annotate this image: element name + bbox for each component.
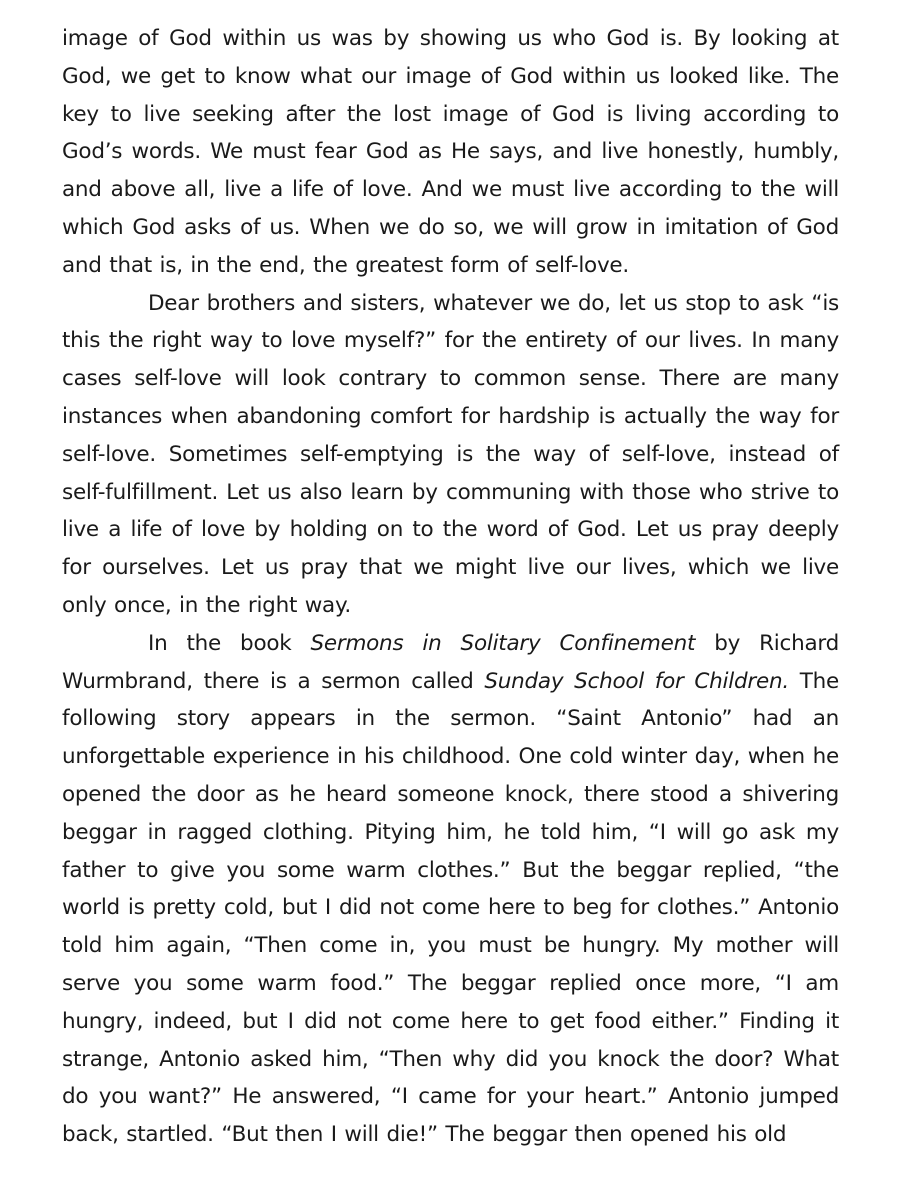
- paragraph-2: [62, 285, 839, 625]
- sermon-title: Sunday School for Children.: [484, 668, 789, 694]
- paragraph-3-text-2: by Richard Wurmbrand, there is a sermon called: [62, 630, 839, 694]
- document-page: [62, 20, 839, 1154]
- paragraph-3: [62, 625, 839, 1154]
- paragraph-2-text: Dear brothers and sisters, whatever we do, let us stop to ask “is this the right way to love myself?” for the entirety of our lives. In many cases self-love will look contrary to common sense. There are many instances when abandoning comfort for hardship is actually the way for self-love. Sometimes self-emptying is the way of self-love, instead of self-fulfillment. Let us also learn by communing with those who strive to live a life of love by holding on to the word of God. Let us pray deeply for ourselves. Let us pray that we might live our lives, which we live only once, in the right way.: [62, 290, 839, 618]
- paragraph-1: [62, 20, 839, 285]
- paragraph-3-text-3: The following story appears in the sermon. “Saint Antonio” had an unforgettable experience in his childhood. One cold winter day, when he opened the door as he heard someone knock, there stood a shivering beggar in ragged clothing. Pitying him, he told him, “I will go ask my father to give you some warm clothes.” But the beggar replied, “the world is pretty cold, but I did not come here to beg for clothes.” Antonio told him again, “Then come in, you must be hungry. My mother will serve you some warm food.” The beggar replied once more, “I am hungry, indeed, but I did not come here to get food either.” Finding it strange, Antonio asked him, “Then why did you knock the door? What do you want?” He answered, “I came for your heart.” Antonio jumped back, startled. “But then I will die!” The beggar then opened his old: [62, 668, 839, 1148]
- paragraph-1-text: image of God within us was by showing us who God is. By looking at God, we get to know what our image of God within us looked like. The key to live seeking after the lost image of God is living according to God’s words. We must fear God as He says, and live honestly, humbly, and above all, live a life of love. And we must live according to the will which God asks of us. When we do so, we will grow in imitation of God and that is, in the end, the greatest form of self-love.: [62, 26, 839, 278]
- paragraph-3-text-1: In the book: [148, 630, 311, 656]
- book-title: Sermons in Solitary Confinement: [310, 630, 696, 656]
